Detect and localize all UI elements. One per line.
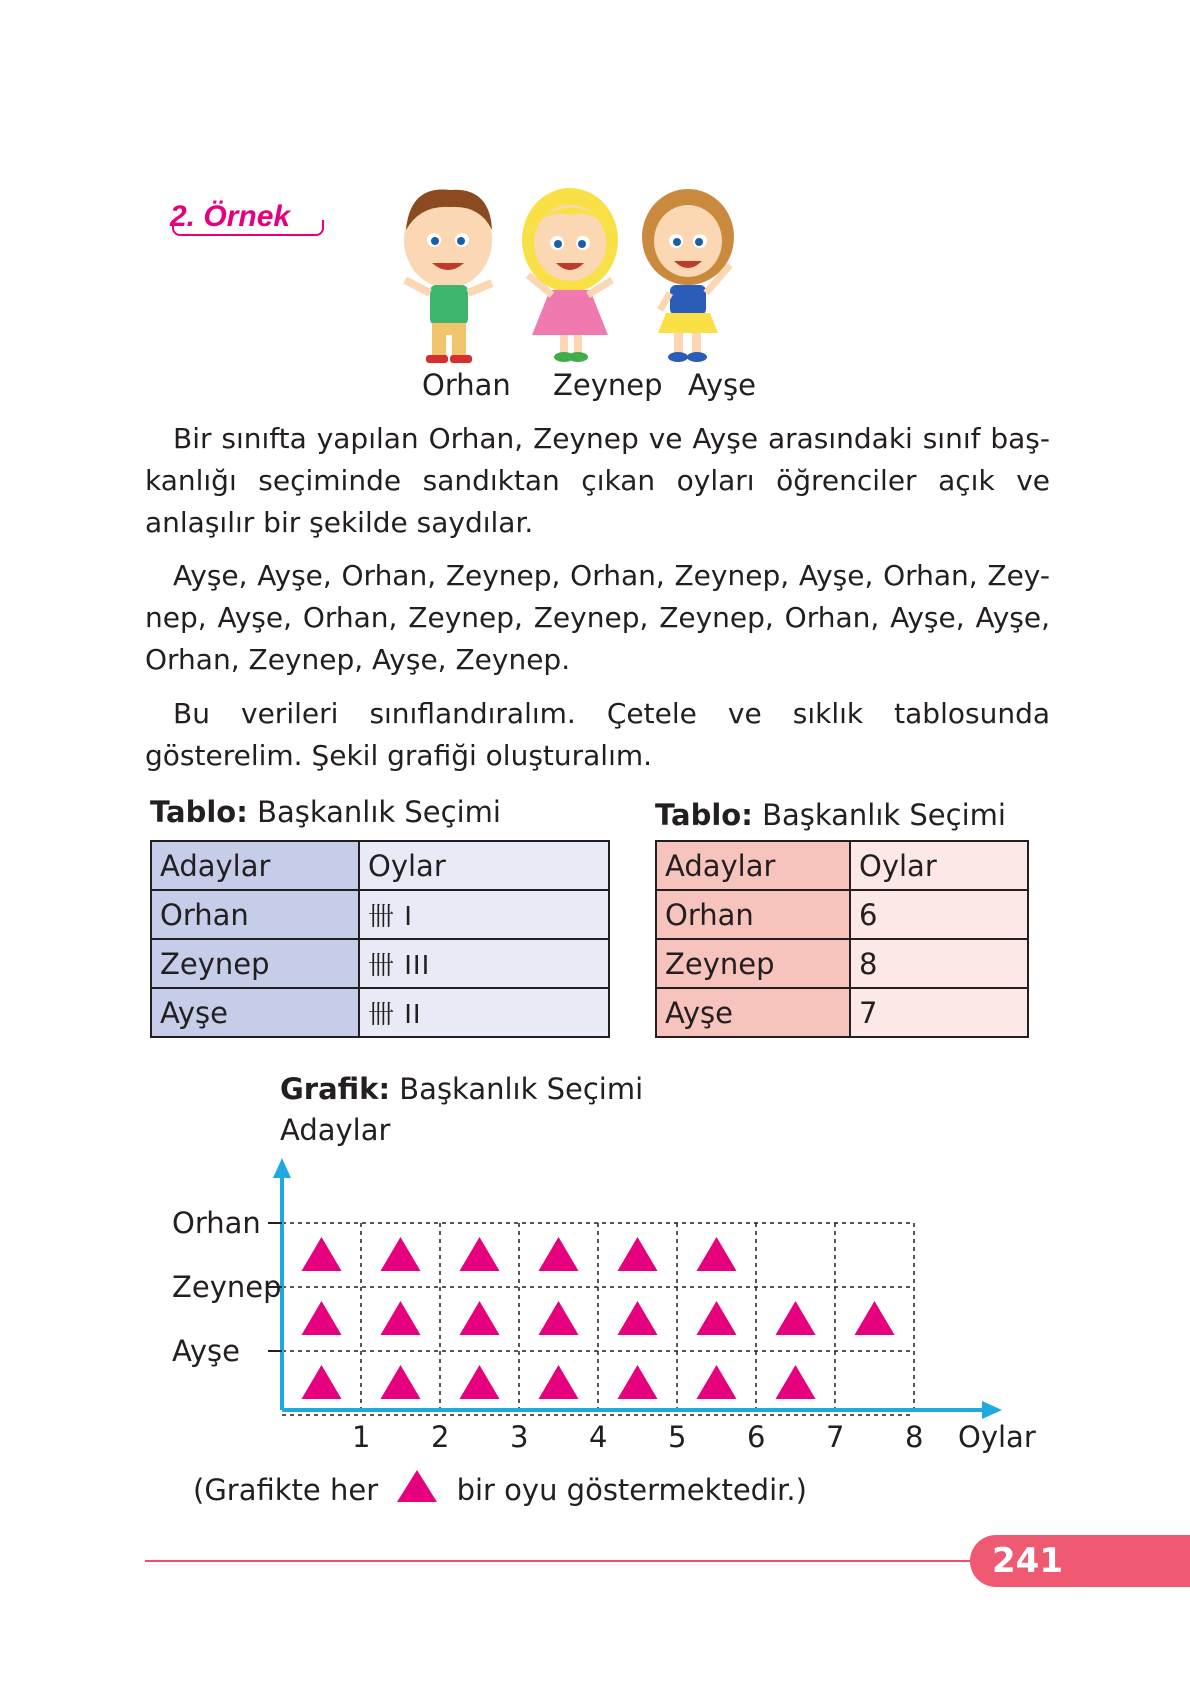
table-header-cell: Adaylar xyxy=(656,841,850,890)
paragraph-intro-text: Bir sınıfta yapılan Orhan, Zeynep ve Ayşe arasındaki sınıf baş-kanlığı seçiminde sandıktan çıkan oyları öğrenciler açık ve anlaşılır bir şekilde saydılar. xyxy=(145,422,1050,539)
table-cell: Orhan xyxy=(151,890,359,939)
category-label: Ayşe xyxy=(172,1334,240,1368)
x-tick-label: 3 xyxy=(510,1420,529,1454)
table-cell: 6 xyxy=(850,890,1028,939)
x-tick-label: 1 xyxy=(352,1420,371,1454)
paragraph-votes-text: Ayşe, Ayşe, Orhan, Zeynep, Orhan, Zeynep, Ayşe, Orhan, Zey-nep, Ayşe, Orhan, Zeynep, Zeynep, Zeynep, Orhan, Ayşe, Ayşe, Orhan, Zeynep, Ayşe, Zeynep. xyxy=(145,559,1050,676)
example-label: 2. Örnek xyxy=(170,200,291,233)
triangle-mark xyxy=(539,1237,579,1271)
triangle-mark xyxy=(697,1301,737,1335)
character-name-zeynep: Zeynep xyxy=(553,368,663,402)
triangle-mark xyxy=(460,1237,500,1271)
table-cell: Zeynep xyxy=(151,939,359,988)
character-name-ayse: Ayşe xyxy=(688,368,756,402)
category-label: Zeynep xyxy=(172,1270,282,1304)
triangle-mark xyxy=(381,1365,421,1399)
triangle-mark xyxy=(302,1365,342,1399)
character-name-orhan: Orhan xyxy=(422,368,511,402)
triangle-mark xyxy=(697,1365,737,1399)
x-tick-label: 5 xyxy=(668,1420,687,1454)
table-header-cell: Oylar xyxy=(850,841,1028,890)
triangle-mark xyxy=(776,1365,816,1399)
chart-legend xyxy=(193,1468,807,1507)
triangle-mark xyxy=(302,1301,342,1335)
legend-text-after: bir oyu göstermektedir.) xyxy=(456,1473,807,1507)
chart-title-text: Başkanlık Seçimi xyxy=(399,1072,644,1106)
table-cell: 7 xyxy=(850,988,1028,1037)
tally-cell: 卌 II xyxy=(359,988,609,1037)
legend-text-before: (Grafikte her xyxy=(193,1473,379,1507)
table-cell: Ayşe xyxy=(151,988,359,1037)
x-tick-label: 6 xyxy=(747,1420,766,1454)
frequency-table-caption-bold: Tablo: xyxy=(655,798,753,832)
table-cell: Ayşe xyxy=(656,988,850,1037)
tally-table-caption-text: Başkanlık Seçimi xyxy=(257,795,501,829)
x-tick-label: 2 xyxy=(431,1420,450,1454)
footer-line xyxy=(145,1560,975,1562)
table-header-cell: Adaylar xyxy=(151,841,359,890)
triangle-mark xyxy=(855,1301,895,1335)
chart-title-bold: Grafik: xyxy=(280,1072,391,1106)
tally-cell: 卌 III xyxy=(359,939,609,988)
x-tick-label: 8 xyxy=(905,1420,924,1454)
triangle-mark xyxy=(381,1301,421,1335)
category-label: Orhan xyxy=(172,1206,261,1240)
chart-ylabel: Adaylar xyxy=(280,1113,391,1147)
y-axis-arrow-icon xyxy=(273,1158,291,1178)
triangle-mark xyxy=(539,1365,579,1399)
tally-table-caption-bold: Tablo: xyxy=(150,795,248,829)
table-cell: Orhan xyxy=(656,890,850,939)
triangle-mark xyxy=(302,1237,342,1271)
x-axis-arrow-icon xyxy=(982,1401,1002,1419)
paragraph-task-text: Bu verileri sınıflandıralım. Çetele ve sıklık tablosunda gösterelim. Şekil grafiği oluşturalım. xyxy=(145,697,1050,772)
triangle-mark xyxy=(539,1301,579,1335)
table-cell: 8 xyxy=(850,939,1028,988)
table-header-cell: Oylar xyxy=(359,841,609,890)
page-number: 241 xyxy=(970,1535,1190,1587)
triangle-mark xyxy=(460,1301,500,1335)
x-axis-label: Oylar xyxy=(958,1420,1036,1454)
frequency-table-caption-text: Başkanlık Seçimi xyxy=(762,798,1006,832)
tally-cell: 卌 I xyxy=(359,890,609,939)
triangle-mark xyxy=(618,1237,658,1271)
triangle-mark xyxy=(460,1365,500,1399)
triangle-icon xyxy=(395,1468,439,1504)
table-cell: Zeynep xyxy=(656,939,850,988)
triangle-mark xyxy=(618,1301,658,1335)
x-tick-label: 4 xyxy=(589,1420,608,1454)
x-tick-label: 7 xyxy=(826,1420,845,1454)
triangle-mark xyxy=(381,1237,421,1271)
triangle-mark xyxy=(618,1365,658,1399)
triangle-mark xyxy=(776,1301,816,1335)
triangle-mark xyxy=(697,1237,737,1271)
